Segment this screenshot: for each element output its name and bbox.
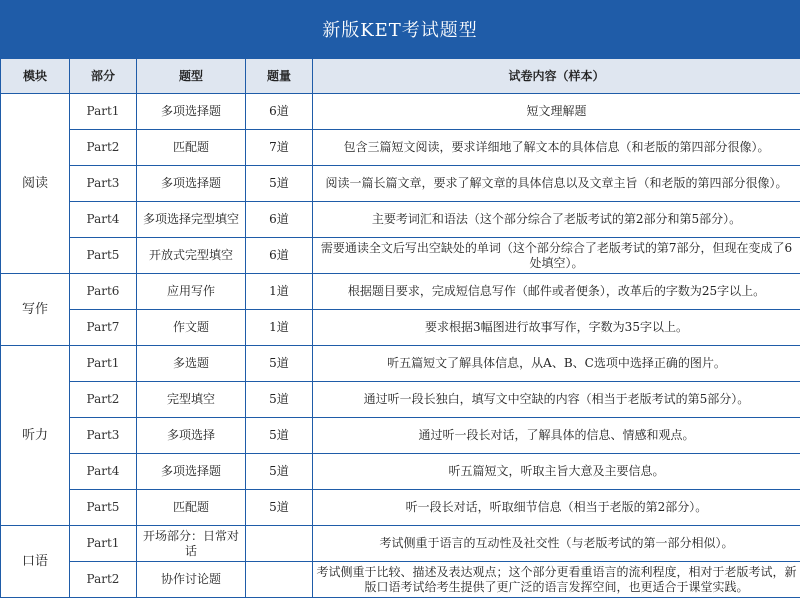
part-cell: Part5 (70, 490, 137, 526)
table-row (1, 418, 800, 454)
table-row (1, 454, 800, 490)
count-cell: 7道 (246, 130, 313, 166)
count-cell: 1道 (246, 274, 313, 310)
content-cell: 主要考词汇和语法（这个部分综合了老版考试的第2部分和第5部分）。 (313, 202, 800, 238)
count-cell: 5道 (246, 346, 313, 382)
part-cell: Part2 (70, 562, 137, 598)
part-cell: Part6 (70, 274, 137, 310)
content-cell: 听五篇短文了解具体信息，从A、B、C选项中选择正确的图片。 (313, 346, 800, 382)
table-row (1, 238, 800, 274)
count-cell: 1道 (246, 310, 313, 346)
header-type: 题型 (137, 59, 246, 94)
type-cell: 协作讨论题 (137, 562, 246, 598)
count-cell (246, 562, 313, 598)
part-cell: Part5 (70, 238, 137, 274)
type-cell: 匹配题 (137, 490, 246, 526)
count-cell: 6道 (246, 94, 313, 130)
part-cell: Part1 (70, 346, 137, 382)
type-cell: 多项选择题 (137, 94, 246, 130)
count-cell: 5道 (246, 454, 313, 490)
content-cell: 考试侧重于语言的互动性及社交性（与老版考试的第一部分相似）。 (313, 526, 800, 562)
header-count: 题量 (246, 59, 313, 94)
table-row (1, 346, 800, 382)
header-module: 模块 (1, 59, 70, 94)
part-cell: Part1 (70, 94, 137, 130)
type-cell: 开场部分：日常对话 (137, 526, 246, 562)
content-cell: 听一段长对话，听取细节信息（相当于老版的第2部分）。 (313, 490, 800, 526)
part-cell: Part4 (70, 454, 137, 490)
header-part: 部分 (70, 59, 137, 94)
type-cell: 多项选择题 (137, 454, 246, 490)
content-cell: 要求根据3幅图进行故事写作，字数为35字以上。 (313, 310, 800, 346)
content-cell: 需要通读全文后写出空缺处的单词（这个部分综合了老版考试的第7部分，但现在变成了6处填空）。 (313, 238, 800, 274)
content-cell: 通过听一段长独白，填写文中空缺的内容（相当于老版考试的第5部分）。 (313, 382, 800, 418)
exam-format-table (0, 58, 800, 598)
type-cell: 开放式完型填空 (137, 238, 246, 274)
type-cell: 作文题 (137, 310, 246, 346)
table-row (1, 490, 800, 526)
part-cell: Part3 (70, 418, 137, 454)
type-cell: 多项选择完型填空 (137, 202, 246, 238)
header-content: 试卷内容（样本） (313, 59, 800, 94)
content-cell: 阅读一篇长篇文章，要求了解文章的具体信息以及文章主旨（和老版的第四部分很像）。 (313, 166, 800, 202)
module-cell-speaking: 口语 (1, 526, 70, 598)
table-row (1, 202, 800, 238)
table-row (1, 130, 800, 166)
table-row (1, 526, 800, 562)
part-cell: Part7 (70, 310, 137, 346)
content-cell: 包含三篇短文阅读，要求详细地了解文本的具体信息（和老版的第四部分很像）。 (313, 130, 800, 166)
count-cell: 5道 (246, 382, 313, 418)
part-cell: Part3 (70, 166, 137, 202)
content-cell: 考试侧重于比较、描述及表达观点；这个部分更看重语言的流利程度，相对于老版考试，新版口语考试给考生提供了更广泛的语言发挥空间，也更适合于课堂实践。 (313, 562, 800, 598)
page-title: 新版KET考试题型 (0, 0, 800, 58)
table-header-row (1, 59, 800, 94)
content-cell: 根据题目要求，完成短信息写作（邮件或者便条），改革后的字数为25字以上。 (313, 274, 800, 310)
part-cell: Part4 (70, 202, 137, 238)
count-cell: 6道 (246, 202, 313, 238)
part-cell: Part1 (70, 526, 137, 562)
type-cell: 应用写作 (137, 274, 246, 310)
type-cell: 多项选择题 (137, 166, 246, 202)
module-cell-writing: 写作 (1, 274, 70, 346)
count-cell: 6道 (246, 238, 313, 274)
type-cell: 完型填空 (137, 382, 246, 418)
count-cell: 5道 (246, 490, 313, 526)
table-row (1, 166, 800, 202)
type-cell: 多项选择 (137, 418, 246, 454)
part-cell: Part2 (70, 130, 137, 166)
table-row (1, 94, 800, 130)
type-cell: 匹配题 (137, 130, 246, 166)
content-cell: 短文理解题 (313, 94, 800, 130)
table-row (1, 274, 800, 310)
module-cell-listening: 听力 (1, 346, 70, 526)
table-row (1, 310, 800, 346)
table-row (1, 382, 800, 418)
content-cell: 通过听一段长对话，了解具体的信息、情感和观点。 (313, 418, 800, 454)
table-row (1, 562, 800, 598)
type-cell: 多选题 (137, 346, 246, 382)
part-cell: Part2 (70, 382, 137, 418)
count-cell (246, 526, 313, 562)
module-cell-reading: 阅读 (1, 94, 70, 274)
content-cell: 听五篇短文，听取主旨大意及主要信息。 (313, 454, 800, 490)
count-cell: 5道 (246, 166, 313, 202)
count-cell: 5道 (246, 418, 313, 454)
